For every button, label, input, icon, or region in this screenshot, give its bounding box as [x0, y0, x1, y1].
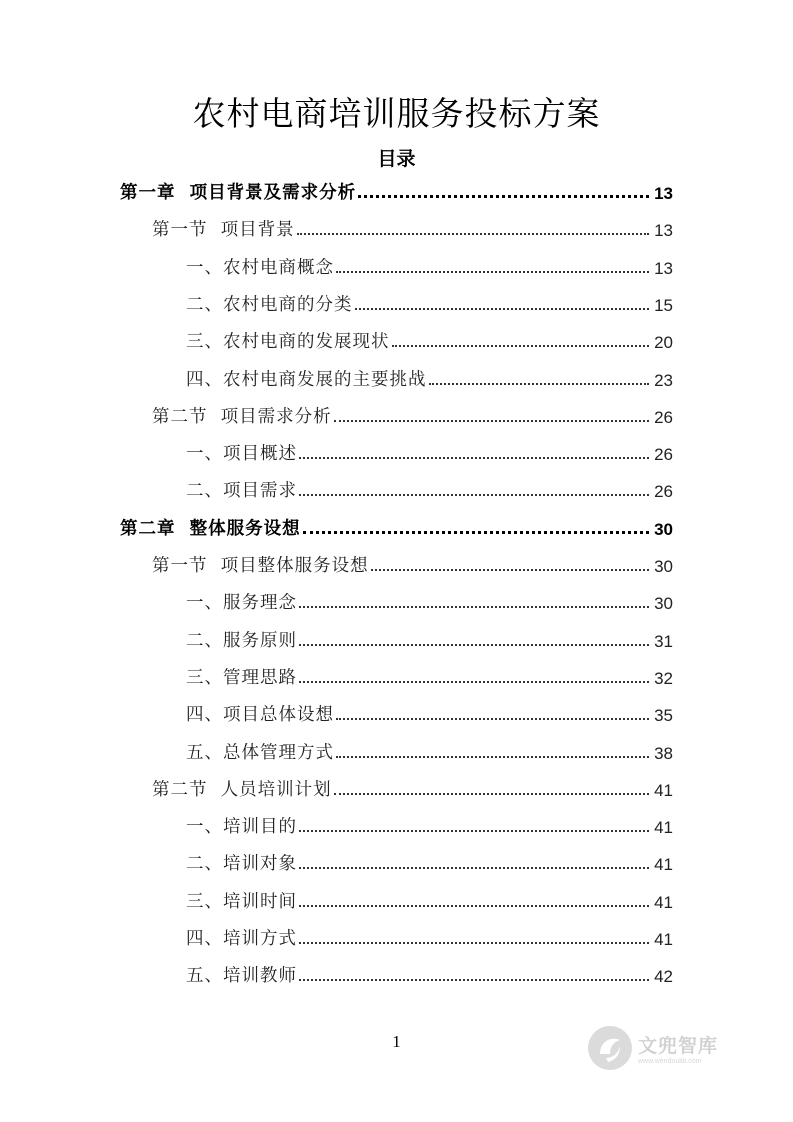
- toc-subsection-entry[interactable]: [186, 959, 673, 987]
- toc-entry-page: 41: [654, 818, 673, 838]
- document-title: 农村电商培训服务投标方案: [192, 94, 601, 133]
- toc-subsection-entry[interactable]: [186, 363, 673, 391]
- toc-leader-dots: [334, 792, 649, 795]
- toc-leader-dots: [299, 978, 649, 981]
- toc-leader-dots: [299, 941, 649, 944]
- toc-entry-page: 41: [654, 780, 673, 800]
- toc-entry-label: 一、项目概述: [186, 444, 297, 465]
- toc-entry-label: 二、培训对象: [186, 854, 297, 875]
- watermark: [586, 1018, 756, 1078]
- toc-entry-label: 第一节 项目整体服务设想: [152, 556, 369, 576]
- toc-subsection-entry[interactable]: [186, 736, 673, 764]
- toc-entry-label: 五、总体管理方式: [186, 742, 334, 763]
- toc-entry-page: 31: [654, 631, 673, 651]
- page-number: 1: [392, 1032, 401, 1051]
- toc-entry-page: 38: [654, 743, 673, 763]
- toc-leader-dots: [392, 344, 650, 347]
- toc-leader-dots: [299, 829, 649, 832]
- toc-leader-dots: [299, 456, 649, 459]
- toc-section-entry[interactable]: [152, 549, 673, 577]
- toc-entry-label: 第一章 项目背景及需求分析: [120, 183, 357, 203]
- toc-entry-page: 30: [654, 557, 673, 576]
- toc-entry-label: 第一节 项目背景: [152, 220, 295, 241]
- toc-leader-dots: [355, 307, 650, 310]
- toc-entry-page: 13: [654, 184, 673, 203]
- toc-leader-dots: [336, 270, 649, 273]
- toc-entry-page: 42: [654, 967, 673, 987]
- toc-entry-label: 四、培训方式: [186, 929, 297, 949]
- toc-entry-label: 五、培训教师: [186, 966, 297, 987]
- toc-leader-dots: [299, 605, 649, 608]
- toc-entry-label: 三、培训时间: [186, 891, 297, 912]
- toc-leader-dots: [299, 493, 649, 496]
- toc-leader-dots: [299, 866, 649, 869]
- toc-subsection-entry[interactable]: [186, 474, 673, 502]
- toc-subsection-entry[interactable]: [186, 325, 673, 353]
- toc-entry-page: 20: [654, 333, 673, 353]
- toc-leader-dots: [299, 643, 649, 646]
- watermark-name: 文兜智库: [638, 1035, 719, 1057]
- toc-leader-dots: [297, 232, 649, 235]
- toc-entry-page: 35: [654, 706, 673, 726]
- toc-subsection-entry[interactable]: [186, 586, 673, 614]
- toc-entry-page: 41: [654, 855, 673, 875]
- toc-heading: 目录: [377, 148, 416, 170]
- toc-entry-label: 二、农村电商的分类: [186, 294, 353, 315]
- toc-entry-page: 23: [654, 370, 673, 390]
- toc-leader-dots: [299, 904, 649, 907]
- toc-leader-dots: [336, 755, 649, 758]
- toc-entry-label: 三、农村电商的发展现状: [186, 332, 390, 353]
- toc-entry-page: 26: [654, 407, 673, 427]
- toc-leader-dots: [358, 194, 649, 198]
- toc-entry-label: 四、农村电商发展的主要挑战: [186, 369, 427, 390]
- toc-entry-label: 二、服务原则: [186, 630, 297, 651]
- toc-leader-dots: [334, 419, 649, 422]
- toc-entry-page: 13: [654, 258, 673, 278]
- toc-subsection-entry[interactable]: [186, 624, 673, 652]
- toc-leader-dots: [299, 680, 649, 683]
- toc-entry-page: 41: [654, 892, 673, 912]
- toc-chapter-entry[interactable]: [120, 512, 673, 540]
- watermark-url: www.wendoulib.com: [638, 1058, 702, 1065]
- toc-leader-dots: [336, 717, 649, 720]
- toc-entry-label: 第二节 人员培训计划: [152, 779, 332, 800]
- toc-subsection-entry[interactable]: [186, 437, 673, 465]
- toc-section-entry[interactable]: [152, 400, 673, 428]
- toc-subsection-entry[interactable]: [186, 810, 673, 838]
- toc-entry-page: 26: [654, 445, 673, 465]
- toc-entry-page: 15: [654, 295, 673, 315]
- toc-subsection-entry[interactable]: [186, 922, 673, 950]
- toc-leader-dots: [429, 382, 650, 385]
- toc-subsection-entry[interactable]: [186, 661, 673, 689]
- toc-entry-page: 30: [654, 519, 673, 539]
- toc-entry-label: 四、项目总体设想: [186, 705, 334, 726]
- toc-entry-label: 二、项目需求: [186, 481, 297, 502]
- toc-section-entry[interactable]: [152, 773, 673, 801]
- toc-entry-label: 第二章 整体服务设想: [120, 518, 301, 539]
- toc-entry-label: 三、管理思路: [186, 667, 297, 688]
- toc-entry-page: 41: [654, 930, 673, 949]
- toc-entry-label: 第二节 项目需求分析: [152, 406, 332, 427]
- toc-section-entry[interactable]: [152, 213, 673, 241]
- toc-subsection-entry[interactable]: [186, 698, 673, 726]
- toc-entry-page: 32: [654, 668, 673, 688]
- toc-entry-label: 一、服务理念: [186, 593, 297, 614]
- toc-chapter-entry[interactable]: [120, 176, 673, 204]
- wendou-logo-icon: [586, 1024, 634, 1072]
- toc-entry-label: 一、培训目的: [186, 817, 297, 838]
- toc-subsection-entry[interactable]: [186, 251, 673, 279]
- toc-entry-page: 30: [654, 594, 673, 614]
- toc-entry-page: 26: [654, 482, 673, 502]
- toc-subsection-entry[interactable]: [186, 885, 673, 913]
- toc-leader-dots: [303, 530, 649, 534]
- toc-leader-dots: [371, 568, 649, 571]
- toc-entry-page: 13: [654, 221, 673, 241]
- toc-entry-label: 一、农村电商概念: [186, 257, 334, 278]
- toc-subsection-entry[interactable]: [186, 847, 673, 875]
- toc-subsection-entry[interactable]: [186, 288, 673, 316]
